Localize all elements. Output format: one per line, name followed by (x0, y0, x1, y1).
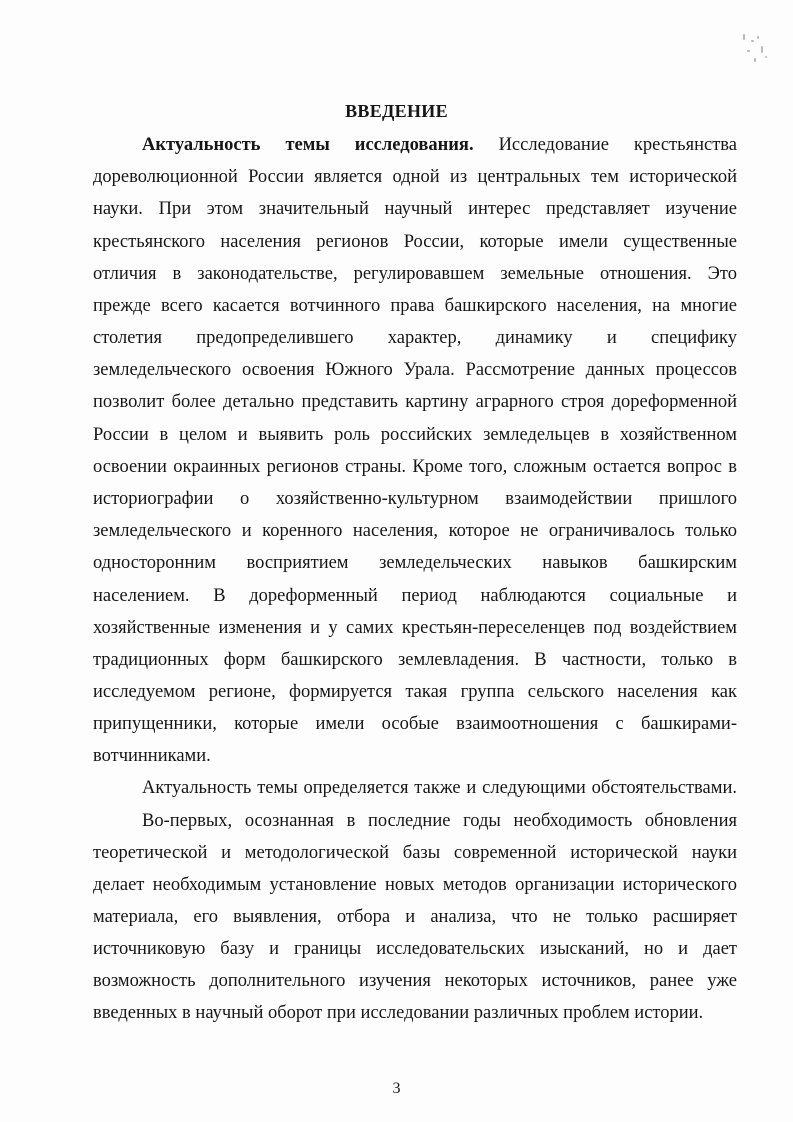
text-line: хозяйственные изменения и у самих крестьян-переселенцев под воздействием (93, 618, 737, 638)
text-line: источниковую базу и границы исследовательских изысканий, но и дает (93, 939, 737, 959)
text-line: исследуемом регионе, формируется такая группа сельского населения как (93, 682, 737, 702)
text-line: традиционных форм башкирского землевладения. В частности, только в (93, 650, 737, 670)
text-line: России в целом и выявить роль российских земледельцев в хозяйственном (93, 425, 737, 445)
text-line: позволит более детально представить картину аграрного строя дореформенной (93, 392, 737, 412)
text-line: дореволюционной России является одной из центральных тем исторической (93, 167, 737, 187)
text-line: населением. В дореформенный период наблюдаются социальные и (93, 586, 737, 606)
text-line: Актуальность темы определяется также и следующими обстоятельствами. (142, 778, 737, 798)
text-line: земледельческого освоения Южного Урала. Рассмотрение данных процессов (93, 360, 737, 380)
text-line: земледельческого и коренного населения, которое не ограничивалось только (93, 521, 737, 541)
scan-speckle-mark (737, 30, 771, 66)
text-line: припущенники, которые имели особые взаимоотношения с башкирами- (93, 714, 737, 734)
text-line: историографии о хозяйственно-культурном взаимодействии пришлого (93, 489, 737, 509)
text-line: крестьянского населения регионов России, которые имели существенные (93, 232, 737, 252)
text-line: материала, его выявления, отбора и анализа, что не только расширяет (93, 907, 737, 927)
text-line: введенных в научный оборот при исследовании различных проблем истории. (93, 1003, 704, 1023)
text-line: Во-первых, осознанная в последние годы необходимость обновления (142, 811, 737, 831)
text-line: освоении окраинных регионов страны. Кроме того, сложным остается вопрос в (93, 457, 737, 477)
text-line: односторонним восприятием земледельческих навыков башкирским (93, 553, 737, 573)
text-line: прежде всего касается вотчинного права башкирского населения, на многие (93, 296, 737, 316)
text-line: теоретической и методологической базы современной исторической науки (93, 843, 737, 863)
topic-relevance-lead: Актуальность темы исследования. (142, 135, 474, 155)
text-line: Актуальность темы исследования. Исследование крестьянства (142, 135, 737, 155)
page-title: ВВЕДЕНИЕ (345, 101, 448, 121)
page-number: 3 (392, 1080, 401, 1097)
text-line: науки. При этом значительный научный интерес представляет изучение (93, 199, 737, 219)
text-line: вотчинниками. (93, 746, 211, 766)
text-line: столетия предопределившего характер, динамику и специфику (93, 328, 737, 348)
text-line: делает необходимым установление новых методов организации исторического (93, 875, 737, 895)
text-line: возможность дополнительного изучения некоторых источников, ранее уже (93, 971, 737, 991)
text-line: отличия в законодательстве, регулировавшем земельные отношения. Это (93, 264, 737, 284)
